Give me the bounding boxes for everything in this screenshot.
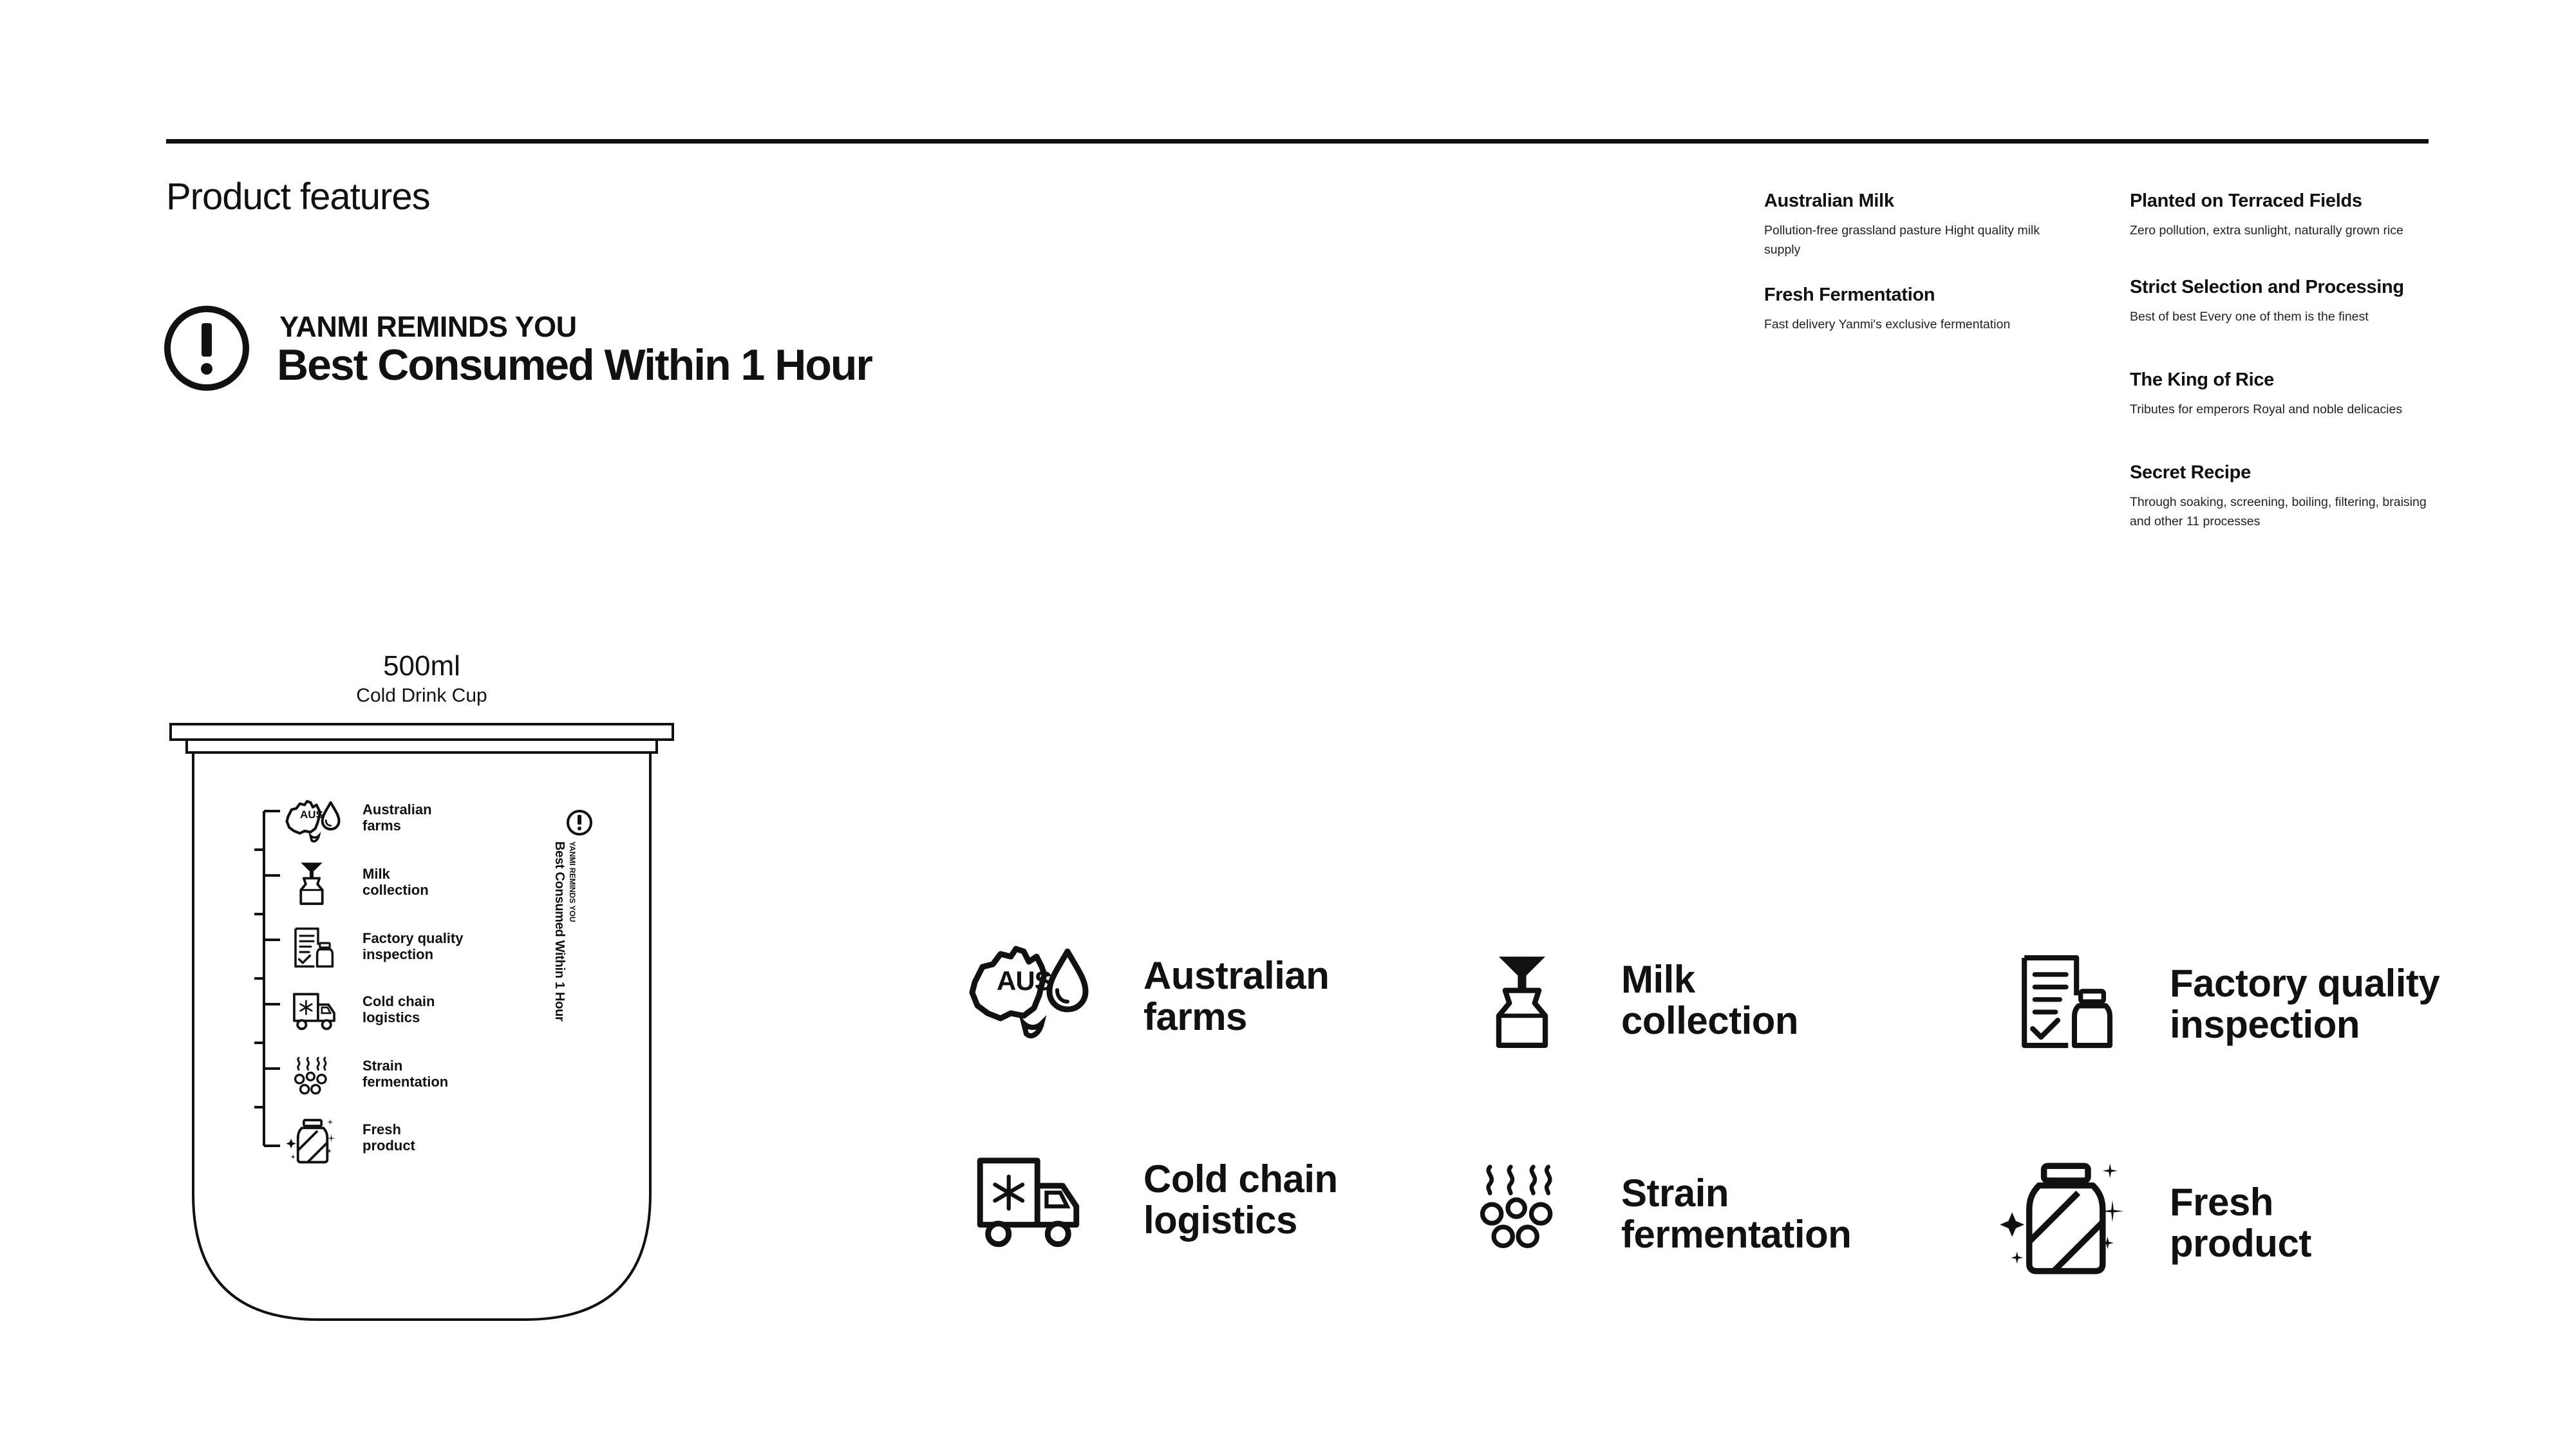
feature-title: Secret Recipe [2130,462,2251,483]
cup-australia-drop-icon [283,793,343,852]
feature-title: Strict Selection and Processing [2130,277,2404,297]
cup-name: Cold Drink Cup [356,685,487,706]
feature-king-of-rice [2130,369,2432,419]
cup-reminder [553,841,576,1022]
header-rule [166,139,2429,144]
reminder-headline: Best Consumed Within 1 Hour [277,341,872,389]
feature-australian-milk [1764,191,2067,259]
feature-terraced-fields [2130,191,2432,240]
cup-milk-pitcher-icon [287,859,336,908]
feature-desc: Fast delivery Yanmi's exclusive fermentation [1764,317,2011,332]
cup-exclamation-icon [568,811,591,834]
checklist-bottle-icon [2014,944,2118,1060]
reminder-eyebrow: YANMI REMINDS YOU [279,310,577,343]
exclamation-icon [164,305,250,391]
cup-step-label: Strain fermentation [362,1058,449,1090]
cup-aus-badge: AUS [300,809,323,821]
process-label: Strain fermentation [1621,1172,1852,1256]
feature-title: Fresh Fermentation [1764,285,1935,305]
cup-reminder-headline: Best Consumed Within 1 Hour [552,841,567,1022]
feature-desc: Tributes for emperors Royal and noble delicacies [2130,402,2403,416]
cup-step-label: Fresh product [362,1121,415,1154]
cup-step-label: Cold chain logistics [362,993,435,1025]
cup-step-label: Australian farms [362,801,432,834]
feature-fresh-fermentation [1764,285,2067,334]
feature-desc: Best of best Every one of them is the finest [2130,310,2369,324]
cup-reminder-eyebrow: YANMI REMINDS YOU [568,841,577,922]
process-label: Cold chain logistics [1143,1157,1338,1242]
feature-title: Planted on Terraced Fields [2130,191,2362,211]
cup-step-label: Milk collection [362,866,429,898]
cup-size: 500ml [383,650,460,682]
milk-pitcher-icon [1469,944,1575,1058]
cup-bacteria-steam-icon [291,1053,334,1098]
cup-checklist-bottle-icon [291,924,336,971]
cup-refrigerated-truck-icon [290,987,339,1035]
feature-desc: Zero pollution, extra sunlight, naturally grown rice [2130,223,2403,238]
feature-secret-recipe [2130,462,2432,531]
page-title: Product features [166,176,430,218]
process-label: Australian farms [1143,954,1330,1038]
process-label: Fresh product [2170,1181,2311,1265]
aus-badge: AUS [997,966,1052,996]
feature-strict-selection [2130,277,2432,326]
cup-sparkle-bottle-icon [283,1116,340,1165]
process-label: Factory quality inspection [2170,962,2440,1046]
process-label: Milk collection [1621,958,1799,1042]
feature-title: The King of Rice [2130,369,2274,390]
feature-desc: Pollution-free grassland pasture Hight quality milk supply [1764,223,2040,257]
feature-desc: Through soaking, screening, boiling, filtering, braising and other 11 processes [2130,495,2427,528]
cup-step-label: Factory quality inspection [362,930,464,962]
feature-title: Australian Milk [1764,191,1894,211]
sparkle-bottle-icon [1989,1156,2138,1278]
refrigerated-truck-icon [970,1145,1087,1259]
bacteria-steam-icon [1473,1152,1567,1260]
